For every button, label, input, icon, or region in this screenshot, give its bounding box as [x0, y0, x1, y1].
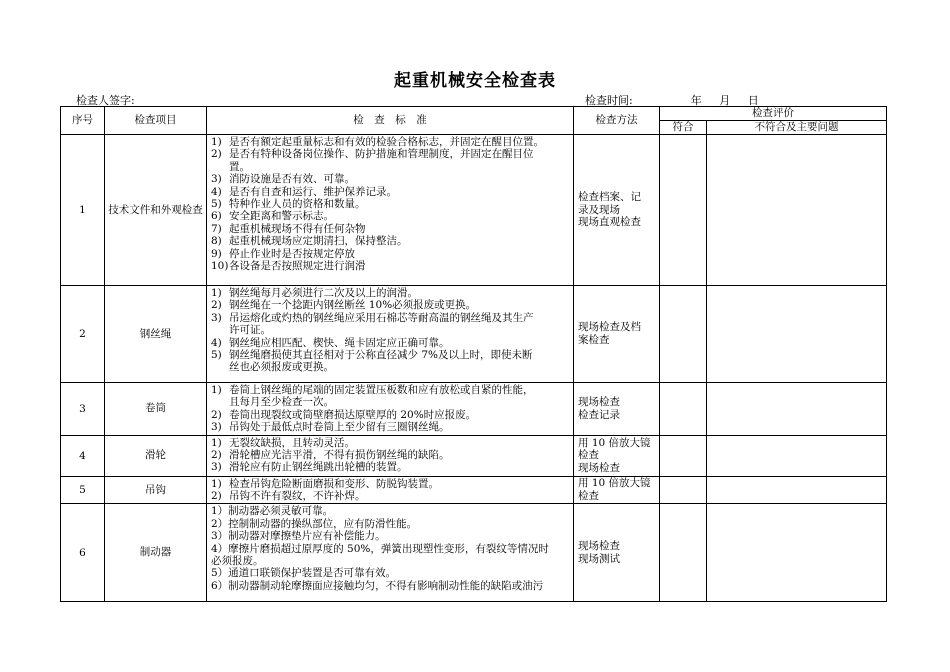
standard-number: 3)	[211, 421, 222, 434]
standard-number: 1)	[211, 477, 222, 490]
header-item: 检查项目	[105, 107, 207, 135]
standard-text: 滑轮槽应光洁平滑，不得有损伤钢丝绳的缺陷。	[229, 449, 450, 462]
check-standards	[207, 383, 574, 436]
standard-text: 钢丝绳在一个捻距内钢丝断丝 10%必须报废或更换。	[229, 299, 477, 312]
standard-line	[211, 161, 569, 173]
inspection-table	[60, 106, 887, 602]
standard-line	[211, 530, 569, 542]
standard-text: 置。	[229, 160, 250, 173]
standard-number: 10)	[211, 260, 229, 273]
method-line: 现场检查及档	[578, 321, 641, 334]
standard-text: 吊运熔化或灼热的钢丝绳应采用石棉芯等耐高温的钢丝绳及其生产	[229, 311, 534, 324]
standard-line	[211, 409, 569, 421]
nonconform-cell[interactable]	[707, 383, 887, 436]
method-line: 案检查	[578, 334, 610, 346]
method-line: 用 10 倍放大镜	[578, 436, 651, 449]
standard-text: 卷筒出现裂纹或筒壁磨损达原壁厚的 20%时应报废。	[229, 408, 477, 421]
standard-line	[211, 384, 569, 396]
nonconform-cell[interactable]	[707, 476, 887, 504]
standard-line	[211, 312, 569, 324]
standard-text: 丝也必须报废或更换。	[229, 361, 334, 374]
check-method	[574, 435, 660, 476]
standard-text: 检查吊钩危险断面磨损和变形、防脱钩装置。	[229, 477, 439, 490]
standard-text: 1）制动器必须灵敏可靠。	[211, 505, 334, 518]
standard-number: 6)	[211, 210, 222, 223]
standard-number: 2)	[211, 490, 222, 503]
standard-number: 1)	[211, 436, 222, 449]
standard-number: 2)	[211, 408, 222, 421]
standard-line	[211, 198, 569, 210]
standard-text: 起重机械现场不得有任何杂物	[229, 222, 366, 235]
standard-text: 许可证。	[229, 324, 271, 337]
standard-number: 4)	[211, 185, 222, 198]
standard-line	[211, 437, 569, 449]
standard-text: 各设备是否按照规定进行润滑	[229, 260, 366, 273]
row-number: 2	[61, 286, 105, 383]
check-item: 钢丝绳	[105, 286, 207, 383]
standard-text: 3）制动器对摩擦垫片应有补偿能力。	[211, 530, 386, 543]
check-standards	[207, 504, 574, 602]
nonconform-cell[interactable]	[707, 435, 887, 476]
check-standards	[207, 286, 574, 383]
standard-number: 3)	[211, 461, 222, 474]
standard-number: 1)	[211, 287, 222, 299]
method-line: 检查档案、记	[578, 191, 641, 204]
standard-number: 2)	[211, 299, 222, 312]
standard-text: 安全距离和警示标志。	[229, 210, 334, 223]
standard-line	[211, 173, 569, 185]
check-method	[574, 504, 660, 602]
method-line: 现场检查	[578, 396, 620, 409]
standard-line	[211, 186, 569, 198]
header-method: 检查方法	[574, 107, 660, 135]
standard-text: 吊钩处于最低点时卷筒上至少留有三圈钢丝绳。	[229, 421, 450, 434]
standard-line	[211, 324, 569, 336]
nonconform-cell[interactable]	[707, 286, 887, 383]
standard-text: 4）摩擦片磨损超过原厚度的 50%，弹簧出现塑性变形，有裂纹等情况时	[211, 542, 549, 555]
table-row	[61, 504, 887, 602]
standard-number: 2)	[211, 148, 222, 161]
standard-line	[211, 518, 569, 530]
table-row	[61, 383, 887, 436]
standard-line	[211, 555, 569, 567]
page-title: 起重机械安全检查表	[394, 71, 556, 91]
standard-text: 卷筒上钢丝绳的尾端的固定装置压板数和应有放松或自紧的性能，	[229, 384, 534, 396]
standard-text: 钢丝绳每月必须进行二次及以上的润滑。	[229, 287, 418, 299]
standard-text: 是否有特种设备岗位操作、防护措施和管理制度，并固定在醒目位	[229, 148, 534, 161]
standard-text: 停止作业时是否按规定停放	[229, 247, 355, 260]
standard-line	[211, 361, 569, 373]
standard-text: 滑轮应有防止钢丝绳跳出轮槽的装置。	[229, 461, 408, 474]
standard-line	[211, 567, 569, 579]
standard-text: 6）制动器制动轮摩擦面应接触均匀，不得有影响制动性能的缺陷或油污	[211, 579, 544, 592]
conform-cell[interactable]	[660, 504, 707, 602]
method-line: 录及现场	[578, 203, 620, 216]
nonconform-cell[interactable]	[707, 135, 887, 286]
nonconform-cell[interactable]	[707, 504, 887, 602]
standard-line	[211, 478, 569, 490]
standard-line	[211, 260, 569, 272]
standard-line	[211, 449, 569, 461]
standard-number: 5)	[211, 198, 222, 211]
standard-line	[211, 148, 569, 160]
standard-line	[211, 287, 569, 299]
header-nonconform: 不符合及主要问题	[707, 121, 887, 135]
table-row	[61, 435, 887, 476]
standard-number: 1)	[211, 384, 222, 396]
check-standards	[207, 135, 574, 286]
table-row	[61, 286, 887, 383]
conform-cell[interactable]	[660, 435, 707, 476]
standard-text: 且每月至少检查一次。	[229, 396, 334, 409]
standard-line	[211, 136, 569, 148]
standard-line	[211, 223, 569, 235]
header-no: 序号	[61, 107, 105, 135]
standard-text: 无裂纹缺损，且转动灵活。	[229, 436, 355, 449]
standard-number: 3)	[211, 311, 222, 324]
check-standards	[207, 476, 574, 504]
standard-line	[211, 299, 569, 311]
method-line: 检查记录	[578, 408, 620, 421]
method-line: 检查	[578, 490, 599, 503]
standard-number: 9)	[211, 247, 222, 260]
row-number: 1	[61, 135, 105, 286]
standard-text: 钢丝绳磨损使其直径相对于公称直径减少 7%及以上时，即使未断	[229, 349, 533, 362]
standard-text: 吊钩不许有裂纹，不许补焊。	[229, 490, 366, 503]
standard-number: 5)	[211, 349, 222, 362]
inspector-signature-label: 检查人签字:	[76, 94, 135, 107]
standard-number: 4)	[211, 336, 222, 349]
method-line: 现场测试	[578, 552, 620, 565]
row-number: 6	[61, 504, 105, 602]
inspection-time-label: 检查时间:	[585, 94, 633, 107]
standard-line	[211, 490, 569, 502]
standard-line	[211, 580, 569, 592]
check-method	[574, 476, 660, 504]
check-item: 卷筒	[105, 383, 207, 436]
standard-line	[211, 210, 569, 222]
method-line: 检查	[578, 449, 599, 462]
standard-number: 8)	[211, 235, 222, 248]
header-conform: 符合	[660, 121, 707, 135]
standard-line	[211, 396, 569, 408]
method-line: 现场检查	[578, 461, 620, 474]
check-method	[574, 286, 660, 383]
standard-text: 5）通道口联锁保护装置是否可靠有效。	[211, 567, 397, 580]
row-number: 5	[61, 476, 105, 504]
table-row	[61, 476, 887, 504]
conform-cell[interactable]	[660, 476, 707, 504]
standard-line	[211, 505, 569, 517]
standard-line	[211, 337, 569, 349]
standard-line	[211, 461, 569, 473]
standard-line	[211, 248, 569, 260]
standard-text: 是否有自查和运行、维护保养记录。	[229, 185, 397, 198]
check-standards	[207, 435, 574, 476]
table-row	[61, 135, 887, 286]
check-method	[574, 135, 660, 286]
standard-text: 必须报废。	[211, 555, 264, 568]
standard-text: 钢丝绳应相匹配、楔快、绳卡固定应正确可靠。	[229, 336, 450, 349]
standard-line	[211, 421, 569, 433]
row-number: 3	[61, 383, 105, 436]
standard-line	[211, 349, 569, 361]
method-line: 现场直观检查	[578, 216, 641, 229]
conform-cell[interactable]	[660, 383, 707, 436]
method-line: 用 10 倍放大镜	[578, 477, 651, 490]
check-item: 制动器	[105, 504, 207, 602]
check-item: 技术文件和外观检查	[105, 135, 207, 286]
standard-line	[211, 543, 569, 555]
row-number: 4	[61, 435, 105, 476]
method-line: 现场检查	[578, 540, 620, 553]
check-item: 吊钩	[105, 476, 207, 504]
header-standard: 检 查 标 准	[207, 107, 574, 135]
header-evaluation: 检查评价	[660, 107, 887, 121]
conform-cell[interactable]	[660, 286, 707, 383]
check-item: 滑轮	[105, 435, 207, 476]
standard-text: 2）控制制动器的操纵部位，应有防滑性能。	[211, 517, 418, 530]
standard-text: 特种作业人员的资格和数量。	[229, 198, 366, 211]
date-parts: 年 月 日	[690, 94, 759, 107]
standard-text: 起重机械现场应定期清扫，保持整洁。	[229, 235, 408, 248]
conform-cell[interactable]	[660, 135, 707, 286]
check-method	[574, 383, 660, 436]
standard-number: 7)	[211, 222, 222, 235]
standard-number: 3)	[211, 173, 222, 186]
standard-text: 消防设施是否有效、可靠。	[229, 173, 355, 186]
standard-line	[211, 235, 569, 247]
standard-number: 1)	[211, 136, 222, 148]
standard-number: 2)	[211, 449, 222, 462]
standard-text: 是否有额定起重量标志和有效的检验合格标志，并固定在醒目位置。	[229, 136, 544, 148]
